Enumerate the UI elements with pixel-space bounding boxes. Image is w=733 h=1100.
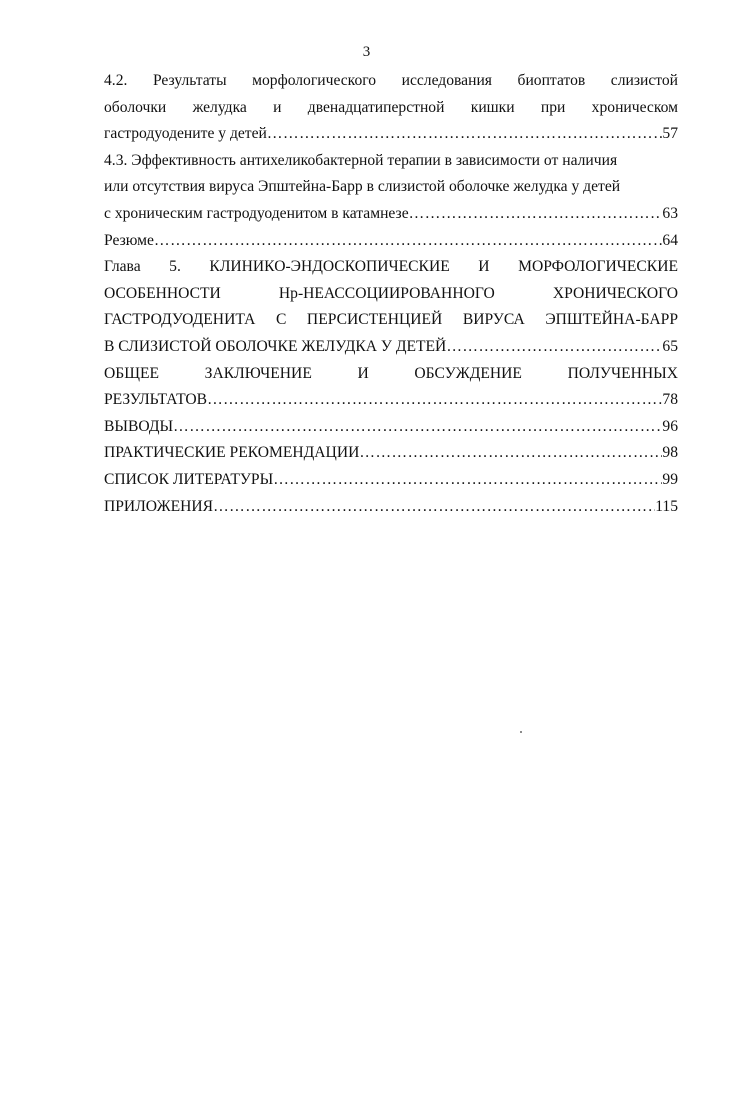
toc-entry-chapter-5-line-2: ОСОБЕННОСТИ Hp-НЕАССОЦИИРОВАННОГО ХРОНИЧЕСКОГО: [104, 284, 678, 302]
toc-page-ref: 115: [655, 497, 678, 515]
toc-page-ref: 96: [662, 417, 678, 435]
toc-entry-text: ВЫВОДЫ: [104, 417, 174, 435]
toc-entry-chapter-5-line-3: ГАСТРОДУОДЕНИТА С ПЕРСИСТЕНЦИЕЙ ВИРУСА ЭПШТЕЙНА-БАРР: [104, 311, 678, 329]
leader-dots: [446, 334, 662, 361]
toc-page-ref: 57: [662, 125, 678, 143]
toc-entry-text: РЕЗУЛЬТАТОВ: [104, 391, 208, 409]
leader-dots: [409, 201, 663, 228]
leader-dots: [213, 494, 655, 521]
leader-dots: [273, 467, 662, 494]
toc-page-ref: 63: [662, 204, 678, 222]
toc-entry-conclusion-line-1: ОБЩЕЕ ЗАКЛЮЧЕНИЕ И ОБСУЖДЕНИЕ ПОЛУЧЕННЫХ: [104, 364, 678, 382]
toc-entry-resume: [104, 228, 678, 255]
toc-page-ref: 64: [662, 231, 678, 249]
toc-entry-4-3-line-1: 4.3. Эффективность антихеликобактерной терапии в зависимости от наличия: [104, 151, 618, 169]
leader-dots: [359, 440, 662, 467]
toc-entry-text: СПИСОК ЛИТЕРАТУРЫ: [104, 470, 274, 488]
toc-entry-text: ПРАКТИЧЕСКИЕ РЕКОМЕНДАЦИИ: [104, 444, 360, 462]
leader-dots: [207, 387, 662, 414]
toc-entry-4-3-line-2: или отсутствия вируса Эпштейна-Барр в слизистой оболочке желудка у детей: [104, 178, 621, 196]
toc-entry-text: В СЛИЗИСТОЙ ОБОЛОЧКЕ ЖЕЛУДКА У ДЕТЕЙ: [104, 337, 447, 355]
toc-page-ref: 99: [662, 470, 678, 488]
toc-page-ref: 65: [662, 337, 678, 355]
toc-entry-4-2-line-2: оболочки желудка и двенадцатиперстной кишки при хроническом: [104, 98, 678, 116]
leader-dots: [154, 228, 662, 255]
toc-entry-literature: [104, 467, 678, 494]
toc-entry-text: Резюме: [104, 231, 154, 249]
toc-entry-findings: [104, 414, 678, 441]
page-number: 3: [362, 44, 371, 60]
toc-page-ref: 78: [662, 391, 678, 409]
toc-entry-text: с хроническим гастродуоденитом в катамнезе: [104, 204, 409, 222]
scan-speck: [520, 731, 522, 733]
toc-entry-chapter-5-line-4: [104, 334, 678, 361]
table-of-contents: [104, 68, 678, 520]
toc-entry-appendices: [104, 494, 678, 521]
toc-entry-4-2-line-3: [104, 121, 678, 148]
leader-dots: [173, 414, 662, 441]
toc-entry-4-3-line-3: [104, 201, 678, 228]
toc-entry-recommendations: [104, 440, 678, 467]
leader-dots: [267, 121, 663, 148]
toc-entry-4-2-line-1: 4.2. Результаты морфологического исследования биоптатов слизистой: [104, 72, 678, 89]
toc-entry-text: ПРИЛОЖЕНИЯ: [104, 497, 214, 515]
toc-page-ref: 98: [662, 444, 678, 462]
toc-entry-text: гастродуодените у детей: [104, 125, 267, 143]
toc-entry-chapter-5-line-1: Глава 5. КЛИНИКО-ЭНДОСКОПИЧЕСКИЕ И МОРФОЛОГИЧЕСКИЕ: [104, 258, 678, 276]
toc-entry-conclusion-line-2: [104, 387, 678, 414]
